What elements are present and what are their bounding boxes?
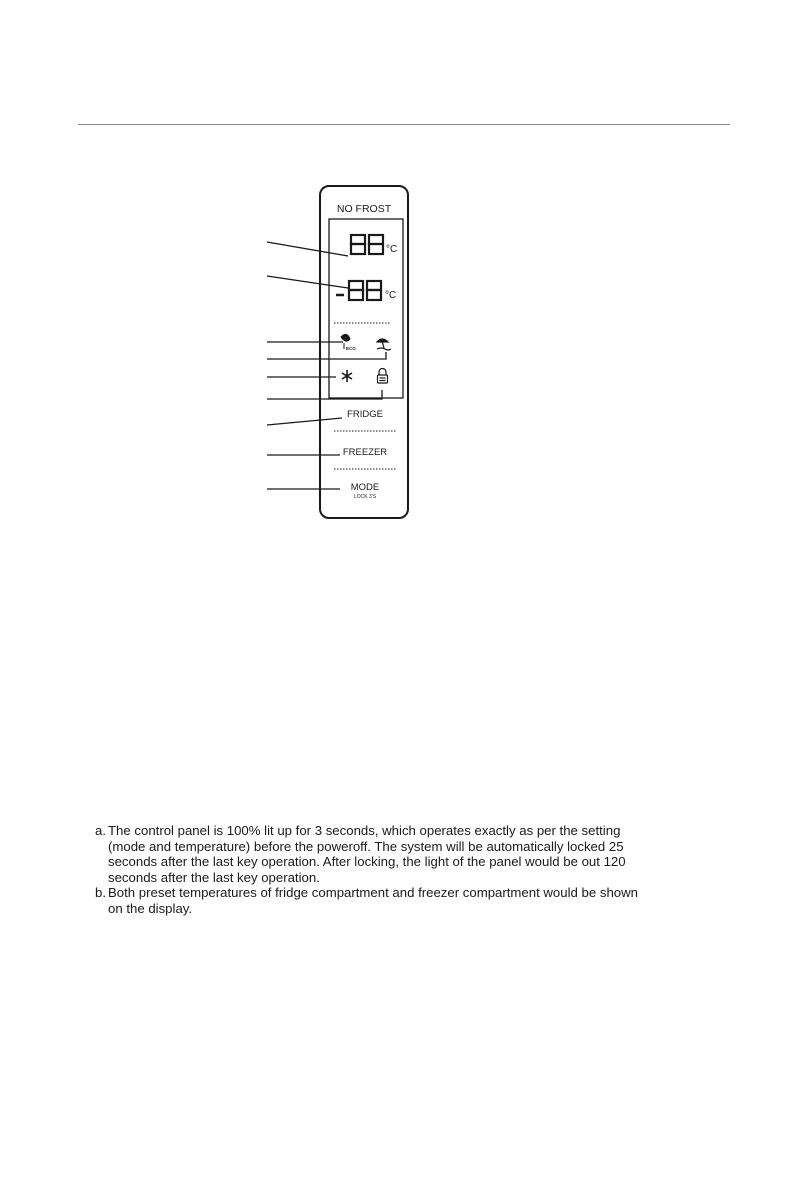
mode-button[interactable]: MODE bbox=[350, 482, 380, 493]
eco-label: ECO bbox=[346, 346, 356, 351]
leader-holiday bbox=[267, 352, 386, 359]
leader-freezer-display bbox=[267, 276, 348, 288]
holiday-umbrella-icon bbox=[377, 339, 391, 350]
note-label: b. bbox=[95, 885, 106, 901]
note-text: The control panel is 100% lit up for 3 seconds, which operates exactly as per the setting (mode and temperature) before the poweroff. The system will be automatically locked 25 seconds after the last key operation. After locking, the light of the panel would be out 120 seconds after the last key operation. bbox=[108, 823, 626, 885]
fridge-unit: °C bbox=[386, 244, 398, 255]
fridge-button[interactable]: FRIDGE bbox=[347, 409, 383, 420]
brand-label: NO FROST bbox=[336, 203, 392, 215]
freezer-button[interactable]: FREEZER bbox=[342, 447, 388, 458]
note-text: Both preset temperatures of fridge compartment and freezer compartment would be shown on the display. bbox=[108, 885, 638, 916]
lock-icon bbox=[378, 369, 388, 383]
freezer-temperature-display bbox=[336, 281, 396, 301]
leader-fridge-display bbox=[267, 242, 348, 256]
leader-fridge-button bbox=[267, 418, 342, 425]
digit-8 bbox=[351, 235, 365, 254]
note-label: a. bbox=[95, 823, 106, 838]
fridge-temperature-display bbox=[351, 235, 397, 255]
super-freeze-snowflake-icon bbox=[342, 370, 352, 382]
eco-icon bbox=[341, 334, 356, 351]
note-item bbox=[95, 823, 695, 885]
note-item bbox=[95, 885, 695, 916]
freezer-unit: °C bbox=[385, 290, 397, 301]
notes-list bbox=[95, 823, 695, 917]
digit-8 bbox=[369, 235, 383, 254]
digit-8 bbox=[367, 281, 381, 300]
digit-8 bbox=[349, 281, 363, 300]
mode-lock-hint: LOCK 3'S bbox=[353, 494, 377, 500]
